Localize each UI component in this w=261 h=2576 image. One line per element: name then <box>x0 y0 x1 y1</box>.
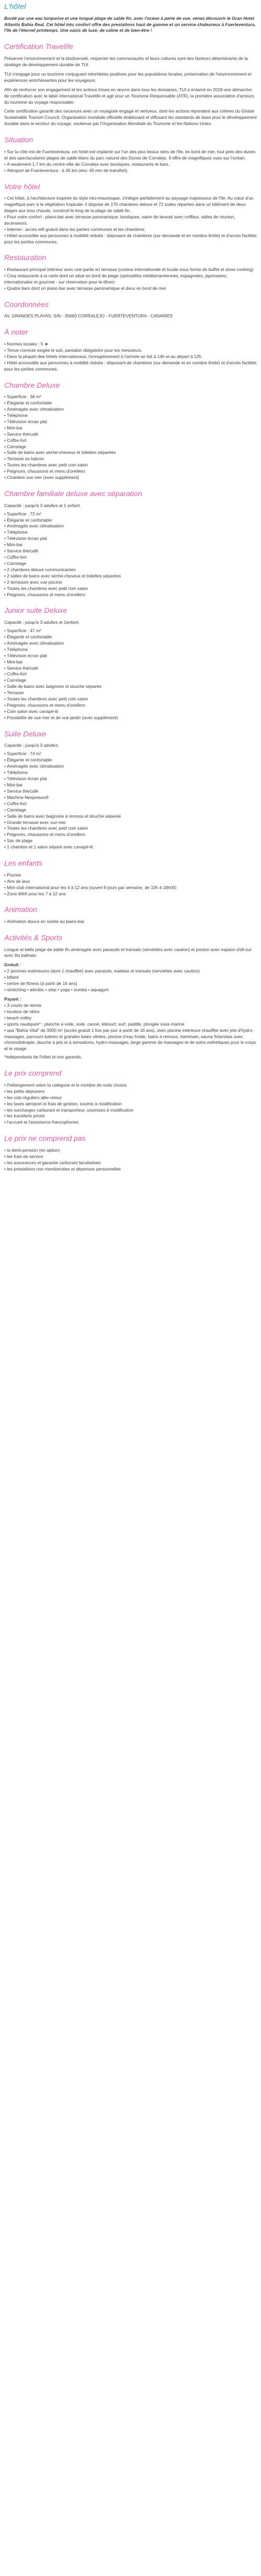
list-item: • les taxes aéroport et frais de gestion, soumis à modification <box>4 1101 257 1107</box>
list-item: • Restaurant principal intérieur avec une partie en terrasse (cuisine internationale et locale sous forme de buffet et show cooking) <box>4 267 257 273</box>
list-item: • Salle de bains avec baignoire à remous et douche séparée <box>4 814 257 820</box>
list-item: • Hôtel accessible aux personnes à mobilité réduite : disposant de chambres (sur demande et en nombre limité) et d'accès facilités pour les parties communes. <box>4 360 257 373</box>
gratuit-list <box>4 968 257 993</box>
section-title-restauration: Restauration <box>4 254 46 263</box>
list-item: • Terrasse <box>4 690 257 696</box>
list-item: • A seulement 1,7 km du centre-ville de Corralejo avec boutiques, restaurants et bars. <box>4 162 257 168</box>
list-item: • Superficie : 74 m² <box>4 751 257 757</box>
list-item: • Peignoirs, chaussons et menu d'oreillers <box>4 592 257 598</box>
list-item: • Service thé/café <box>4 432 257 438</box>
section-chambre-deluxe <box>4 382 257 482</box>
section-chambre-familiale <box>4 490 257 598</box>
list-item: • Sac de plage <box>4 838 257 844</box>
list-item: • Coffre-fort <box>4 554 257 561</box>
list-item: • Coffre-fort <box>4 671 257 677</box>
list-item: • spa "Bahía Vital" de 3000 m² (accès gratuit 1 fois par jour à partir de 16 ans), avec piscine intérieure chauffée avec jets d'hydro-massages, parcours balnéo et grandes baies vitrées, piscine d'eau froide, bains à remous, hammam, sauna finlandais avec chromothérapie, douche à jets et à sensations, hydro-massages, large gamme de massages et de soins esthétiques pour le corps et le visage <box>4 1028 257 1053</box>
junior-list <box>4 628 257 721</box>
junior-capacity: Capacité : jusqu'à 3 adultes et 1enfant. <box>4 620 80 625</box>
activites-footnote: *indépendants de l'hôtel et non garantis. <box>4 1054 82 1060</box>
section-animation <box>4 906 257 925</box>
list-item: • la demi-pension (en option) <box>4 1148 257 1154</box>
certification-paragraph: Cette certification garantit des vacances avec un voyagiste engagé et vertueux, dont les actions répondent aux critères du Global Sustainable Tourism Council. Organisation mondiale officielle établissant et diffusant les standards de base pour le développement durable dans le secteur du voyage, soutenue par l'Organisation Mondiale du Tourisme et les Nations Unies. <box>4 108 257 127</box>
list-item: • Quatre bars dont un piano-bar avec terrasse panoramique et deux en bord de mer <box>4 286 257 292</box>
activites-intro: Longue et belle plage de sable fin aménagée avec parasols et transats (serviettes avec caution) et ponton avec espace chill-out avec lits balinais. <box>4 946 252 958</box>
payant-list <box>4 1003 257 1052</box>
list-item: • Téléphone <box>4 413 257 419</box>
a-noter-list <box>4 341 257 373</box>
chambre-deluxe-list <box>4 394 257 481</box>
payant-label-text: Payant : <box>4 996 21 1002</box>
prix-comprend-list <box>4 1082 257 1126</box>
list-item: • 2 chambres deluxe communicantes <box>4 567 257 573</box>
list-item: • Toutes les chambres avec petit coin salon <box>4 586 257 592</box>
page <box>0 0 261 1173</box>
section-suite-deluxe <box>4 731 257 851</box>
section-title-prix-comprend: Le prix comprend <box>4 1069 62 1078</box>
list-item: • Aménagée avec climatisation <box>4 763 257 770</box>
list-item: • Carrelage <box>4 677 257 684</box>
list-item: • centre de fitness (à partir de 16 ans) <box>4 981 257 987</box>
list-item: • Terrasse ou balcon <box>4 456 257 462</box>
list-item: • Aire de jeux <box>4 879 257 885</box>
list-item: • Coffre-fort <box>4 438 257 444</box>
list-item: • Aménagée avec climatisation <box>4 406 257 413</box>
list-item: • Zone Wii® pour les 7 à 12 ans <box>4 891 257 897</box>
list-item: • 2 piscines extérieures (dont 1 chauffée) avec parasols, matelas et transats (serviettes avec caution) <box>4 968 257 975</box>
list-item: • Sur la côte est de Fuerteventura, cet hôtel est implanté sur l'un des plus beaux sites de l'île, en bord de mer, tout près des dunes et des spectaculaires plages de sable blanc du parc naturel des Dunes de Corralejo. Il offre de magnifiques vues sur l'océan. <box>4 149 257 162</box>
list-item: • Possibilité de vue mer et de vue jardin (avec supplément) <box>4 715 257 721</box>
list-item: • Grande terrasse avec vue mer <box>4 820 257 826</box>
section-situation <box>4 137 257 174</box>
section-certification <box>4 43 257 127</box>
list-item: • Salle de bains avec baignoire et douche séparée <box>4 684 257 690</box>
list-item: • Toutes les chambres avec petit coin salon <box>4 825 257 832</box>
list-item: • sports nautiques* : planche à voile, voile, canoë, kitesurf, surf, paddle, plongée sous-marine <box>4 1021 257 1028</box>
list-item: • Élégante et confortable <box>4 400 257 406</box>
section-activites <box>4 934 257 1061</box>
list-item: • Télévision écran plat <box>4 419 257 425</box>
list-item: • Carrelage <box>4 444 257 450</box>
section-junior-suite <box>4 607 257 721</box>
list-item: • Salle de bains avec sèche-cheveux et toilettes séparées <box>4 450 257 456</box>
list-item: • Aménagée avec climatisation <box>4 523 257 529</box>
list-item: • les assurances et garantie carburant facultatives <box>4 1160 257 1166</box>
section-title-chambre-familiale: Chambre familiale deluxe avec séparation <box>4 490 143 499</box>
hotel-description <box>4 16 257 34</box>
list-item: • Piscine <box>4 872 257 879</box>
prix-non-comprend-list <box>4 1148 257 1173</box>
list-item: • Élégante et confortable <box>4 634 257 640</box>
list-item: • Élégante et confortable <box>4 517 257 524</box>
section-title-situation: Situation <box>4 136 33 145</box>
list-item: • Normes locales : 5 ★ <box>4 341 257 348</box>
list-item: • Peignoirs, chaussons et menu d'oreillers <box>4 832 257 838</box>
list-item: • Service thé/café <box>4 665 257 672</box>
familiale-list <box>4 511 257 598</box>
section-title-certification: Certification Travelife <box>4 43 74 52</box>
payant-label <box>4 996 257 1003</box>
list-item: • Tenue correcte exigée le soir, pantalon obligatoire pour les messieurs. <box>4 348 257 354</box>
section-title-animation: Animation <box>4 906 38 915</box>
section-title-hotel: L'hôtel <box>4 3 26 11</box>
familiale-capacity: Capacité : jusqu'à 3 adultes et 1 enfant. <box>4 502 81 508</box>
section-title-chambre-deluxe: Chambre Deluxe <box>4 381 60 390</box>
list-item: • les petits déjeuners <box>4 1089 257 1095</box>
list-item: • stretching • aérobic • step • yoga • zumba • aquagym <box>4 987 257 993</box>
list-item: • Animation douce en soirée au piano-bar <box>4 919 257 925</box>
restauration-list <box>4 267 257 292</box>
list-item: • Toutes les chambres avec petit coin salon <box>4 462 257 469</box>
suite-list <box>4 751 257 851</box>
list-item: • Mini-bar <box>4 542 257 548</box>
list-item: • Télévision écran plat <box>4 536 257 542</box>
votre-hotel-list <box>4 195 257 245</box>
section-title-prix-non-comprend: Le prix ne comprend pas <box>4 1135 86 1143</box>
gratuit-label-text: Gratuit : <box>4 962 21 968</box>
list-item: • les vols réguliers aller-retour <box>4 1095 257 1101</box>
suite-capacity: Capacité : jusqu'à 3 adultes. <box>4 743 59 748</box>
list-item: • location de vélos <box>4 1009 257 1015</box>
list-item: • les prestations non mentionnées et dépenses personnelles <box>4 1166 257 1173</box>
list-item: • Chambre vue mer (avec supplément) <box>4 475 257 481</box>
list-item: • Internet : accès wifi gratuit dans les parties communes et les chambres. <box>4 227 257 233</box>
list-item: • Téléphone <box>4 770 257 776</box>
section-title-junior-suite: Junior suite Deluxe <box>4 607 67 615</box>
list-item: • les surcharges carburant et transporteur, soumises à modification <box>4 1107 257 1114</box>
list-item: • l'accueil et l'assistance francophones <box>4 1119 257 1126</box>
list-item: • 3 courts de tennis <box>4 1003 257 1009</box>
section-title-votre-hotel: Votre hôtel <box>4 182 40 191</box>
hotel-address: AV. GRANDES PLAYAS, S/N - 35660 CORRALEJO - FUERTEVENTURA - CANARIES <box>4 313 173 319</box>
section-title-coordonnees: Coordonnées <box>4 300 49 309</box>
list-item: • Télévision écran plat <box>4 653 257 659</box>
situation-list <box>4 149 257 174</box>
list-item: • Coin salon avec canapé-lit <box>4 709 257 715</box>
list-item: • Téléphone <box>4 647 257 653</box>
list-item: • Carrelage <box>4 807 257 814</box>
section-coordonnees <box>4 301 257 320</box>
list-item: • Mini-bar <box>4 782 257 788</box>
list-item: • Superficie : 36 m² <box>4 394 257 400</box>
section-prix-non-comprend <box>4 1135 257 1172</box>
list-item: • Cet hôtel, à l'architecture inspirée du style néo-mauresque, s'intègre parfaitement au paysage majestueux de l'île. Au cœur d'un magnifique parc à la végétation tropicale, il dispose de 170 chambres deluxe et 72 suites réparties dans un bâtiment de deux étages aux tons chauds, construit le long de la plage de sable fin. <box>4 195 257 214</box>
list-item: • Téléphone <box>4 529 257 536</box>
section-title-enfants: Les enfants <box>4 859 43 868</box>
list-item: • les transferts privés <box>4 1113 257 1119</box>
list-item: • Aménagée avec climatisation <box>4 640 257 647</box>
section-title-activites: Activités & Sports <box>4 933 63 942</box>
list-item: • Peignoirs, chaussons et menu d'oreillers <box>4 702 257 709</box>
hotel-description-text: Bordé par une eau turquoise et une longue plage de sable fin, avec l'océan à perte de vue, venez découvrir le Gran Hotel Atlantis Bahia Real. Cet hôtel très confort offre des prestations haut de gamme et un service chaleureux à Fuerteventura, l'île de l'éternel printemps. Une oasis de luxe, de calme et de bien-être ! <box>4 15 256 33</box>
list-item: • beach-volley <box>4 1015 257 1021</box>
certification-paragraph: Préserver l'environnement et la biodiversité, respecter les communautés et leurs cultures sont des facteurs déterminants de la stratégie de développement durable de TUI. <box>4 55 248 67</box>
list-item: • Dans la plupart des hôtels internationaux, l'enregistrement à l'arrivée se fait à 14h et au départ à 12h. <box>4 354 257 360</box>
list-item: • Aéroport de Fuerteventura : à 35 km (env. 45 min de transfert). <box>4 168 257 174</box>
section-title-a-noter: À noter <box>4 328 28 337</box>
list-item: • Service thé/café <box>4 788 257 795</box>
section-a-noter <box>4 329 257 372</box>
section-title-suite-deluxe: Suite Deluxe <box>4 730 46 738</box>
list-item: • l'hébergement selon la catégorie et le nombre de nuits choisis <box>4 1082 257 1089</box>
enfants-list <box>4 872 257 897</box>
list-item: • Service thé/café <box>4 548 257 554</box>
list-item: • 2 terrasses avec vue piscine <box>4 580 257 586</box>
section-votre-hotel <box>4 183 257 245</box>
list-item: • Pour votre confort : piano-bar avec terrasse panoramique, boutiques, salon de beauté avec coiffeur, salles de réunion, ascenseurs. <box>4 214 257 227</box>
list-item: • Télévision écran plat <box>4 776 257 782</box>
section-enfants <box>4 860 257 897</box>
list-item: • Mini-bar <box>4 659 257 665</box>
list-item: • Élégante et confortable <box>4 757 257 763</box>
list-item: • Mini-club international pour les 4 à 12 ans (ouvert 6 jours par semaine, de 10h à 18h00) <box>4 885 257 891</box>
section-hotel <box>4 3 257 34</box>
section-prix-comprend <box>4 1070 257 1126</box>
list-item: • Hôtel accessible aux personnes à mobilité réduite : disposant de chambres (sur demande et en nombre limité) et d'accès facilités pour les parties communes. <box>4 233 257 245</box>
list-item: • billard <box>4 975 257 981</box>
list-item: • 2 salles de bains avec sèche-cheveux et toilettes séparées <box>4 573 257 580</box>
list-item: • Toutes les chambres avec petit coin salon <box>4 696 257 702</box>
list-item: • Peignoirs, chaussons et menu d'oreillers <box>4 469 257 475</box>
list-item: • Superficie : 72 m² <box>4 511 257 517</box>
list-item: • Cinq restaurants à la carte dont un situé en bord de plage (spécialités méditerranéennes, espagnoles, japonaises, internationales et gourmet - sur réservation pour le dîner) <box>4 273 257 286</box>
certification-paragraph: TUI s'engage pour un tourisme conjuguant retombées positives pour les populations locales, préservation de l'environnement et expériences enrichissantes pour les voyageurs. <box>4 71 252 83</box>
list-item: • 1 chambre et 1 salon séparé avec canapé-lit <box>4 844 257 851</box>
list-item: • Superficie : 47 m² <box>4 628 257 634</box>
list-item: • Mini-bar <box>4 425 257 432</box>
list-item: • Machine Nespresso® <box>4 795 257 801</box>
list-item: • Carrelage <box>4 561 257 567</box>
list-item: • Coffre-fort <box>4 801 257 807</box>
section-restauration <box>4 254 257 291</box>
list-item: • les frais de service <box>4 1154 257 1160</box>
animation-list <box>4 919 257 925</box>
gratuit-label <box>4 962 257 968</box>
certification-paragraph: Afin de renforcer son engagement et les actions mises en œuvre dans tous les domaines, TUI a entamé en 2018 une démarche de certification avec le label international Travelife et agit pour un Tourisme Responsable (ATR), la première association d'acteurs du tourisme du voyage responsable. <box>4 87 254 105</box>
